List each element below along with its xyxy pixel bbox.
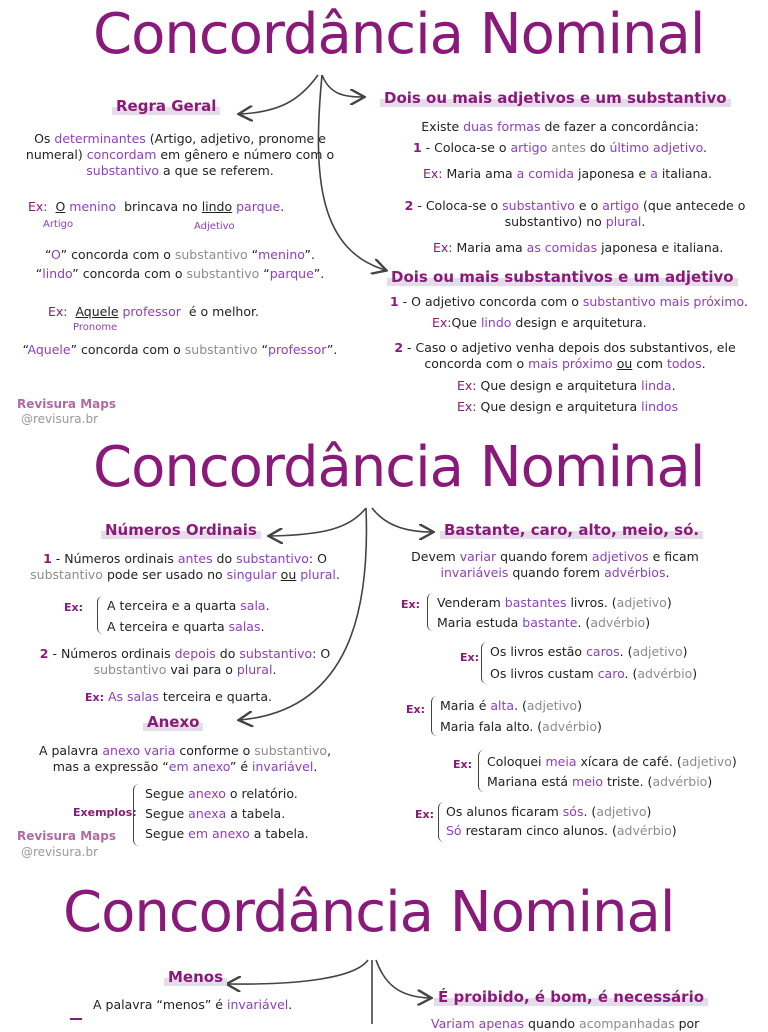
heading-numeros-ordinais: Números Ordinais — [101, 521, 261, 539]
arrow-to-ordinais — [270, 508, 366, 536]
brand-name-2: Revisura Maps — [17, 829, 116, 843]
so-example-line-2: Só restaram cinco alunos. (advérbio) — [446, 823, 677, 838]
ordinais-example-2: Ex: As salas terceira e quarta. — [85, 689, 272, 704]
brand-name-1: Revisura Maps — [17, 397, 116, 411]
brace — [481, 642, 488, 684]
anexo-examples-label: Exemplos: — [73, 806, 137, 819]
brace — [427, 593, 434, 631]
adjetivos-intro: Existe duas formas de fazer a concordância: — [421, 119, 699, 134]
arrow-to-proibido — [376, 960, 430, 998]
page-title-1: Concordância Nominal — [93, 2, 705, 67]
brace — [97, 596, 104, 634]
arrow-to-regra-geral — [240, 75, 318, 114]
meio-example-label: Ex: — [453, 758, 473, 771]
brace — [478, 750, 485, 792]
substantivos-rule-2: 2 - Caso o adjetivo venha depois dos substantivos, ele concorda com o mais próximo ou com todos. — [394, 340, 736, 371]
adjetivos-example-2: Ex: Maria ama as comidas japonesa e italiana. — [433, 240, 724, 255]
brace — [438, 802, 445, 842]
so-example-line-1: Os alunos ficaram sós. (adjetivo) — [446, 804, 652, 819]
label-pronome: Pronome — [73, 322, 118, 333]
heading-adjetivos-substantivo: Dois ou mais adjetivos e um substantivo — [380, 89, 731, 107]
ordinais-example-1-line-2: A terceira e quarta salas. — [107, 619, 265, 634]
heading-proibido: É proibido, é bom, é necessário — [434, 988, 708, 1006]
regra-geral-explanation-2: “lindo” concorda com o substantivo “parque”. — [35, 266, 325, 281]
brand-handle-1: @revisura.br — [21, 412, 98, 426]
brace — [431, 696, 438, 736]
bastante-example-line-2: Maria estuda bastante. (advérbio) — [437, 615, 651, 630]
menos-intro: A palavra “menos” é invariável. — [93, 997, 293, 1012]
bastante-example-label: Ex: — [401, 598, 421, 611]
ordinais-example-1-line-1: A terceira e a quarta sala. — [107, 598, 270, 613]
alto-example-label: Ex: — [406, 703, 426, 716]
regra-geral-example-1: Ex: O menino brincava no lindo parque. — [28, 199, 285, 214]
label-artigo: Artigo — [43, 219, 74, 230]
heading-regra-geral: Regra Geral — [112, 97, 220, 115]
label-adjetivo: Adjetivo — [194, 221, 235, 232]
regra-geral-explanation-1: “O” concorda com o substantivo “menino”. — [45, 247, 315, 262]
meio-example-line-1: Coloquei meia xícara de café. (adjetivo) — [487, 754, 737, 769]
heading-anexo: Anexo — [143, 713, 203, 731]
heading-menos: Menos — [164, 968, 227, 986]
arrow-to-adjetivos — [322, 75, 363, 97]
meio-example-line-2: Mariana está meio triste. (advérbio) — [487, 774, 713, 789]
anexo-example-line-1: Segue anexo o relatório. — [145, 786, 298, 801]
ordinais-rule-2: 2 - Números ordinais depois do substantivo: O substantivo vai para o plural. — [39, 646, 331, 677]
anexo-intro: A palavra anexo varia conforme o substantivo, mas a expressão “em anexo” é invariável. — [38, 743, 332, 774]
adjetivos-rule-2: 2 - Coloca-se o substantivo e o artigo (que antecede o substantivo) no plural. — [404, 198, 746, 229]
heading-substantivos-adjetivo: Dois ou mais substantivos e um adjetivo — [387, 268, 738, 286]
regra-geral-intro: Os determinantes (Artigo, adjetivo, pronome e numeral) concordam em gênero e número com o substantivo a que se referem. — [25, 131, 335, 178]
alto-example-line-1: Maria é alta. (adjetivo) — [440, 698, 582, 713]
brace — [133, 784, 140, 846]
bastante-example-line-1: Venderam bastantes livros. (adjetivo) — [437, 595, 672, 610]
arrow-to-menos — [228, 960, 368, 984]
alto-example-line-2: Maria fala alto. (advérbio) — [440, 719, 602, 734]
substantivos-example-1: Ex:Que lindo design e arquitetura. — [432, 315, 647, 330]
caro-example-label: Ex: — [460, 651, 480, 664]
adjetivos-rule-1: 1 - Coloca-se o artigo antes do último adjetivo. — [413, 140, 707, 155]
proibido-intro-partial: Variam apenas quando acompanhadas por — [431, 1016, 700, 1031]
anexo-example-line-2: Segue anexa a tabela. — [145, 806, 286, 821]
regra-geral-explanation-3: “Aquele” concorda com o substantivo “professor”. — [22, 342, 338, 357]
arrow-to-bastante — [372, 508, 432, 532]
caro-example-line-1: Os livros estão caros. (adjetivo) — [490, 644, 688, 659]
page-title-3: Concordância Nominal — [63, 880, 675, 945]
anexo-example-line-3: Segue em anexo a tabela. — [145, 826, 309, 841]
adjetivos-example-1: Ex: Maria ama a comida japonesa e a italiana. — [423, 166, 713, 181]
page-title-2: Concordância Nominal — [93, 435, 705, 500]
regra-geral-example-2: Ex: Aquele professor é o melhor. — [48, 304, 259, 319]
substantivos-example-2: Ex: Que design e arquitetura linda. — [457, 378, 676, 393]
brand-handle-2: @revisura.br — [21, 845, 98, 859]
ordinais-example-1-label: Ex: — [64, 601, 84, 614]
substantivos-rule-1: 1 - O adjetivo concorda com o substantivo mais próximo. — [390, 294, 748, 309]
substantivos-example-3: Ex: Que design e arquitetura lindos — [457, 399, 679, 414]
so-example-label: Ex: — [415, 808, 435, 821]
ordinais-rule-1: 1 - Números ordinais antes do substantivo: O substantivo pode ser usado no singular ou plural. — [30, 551, 340, 582]
bastante-intro: Devem variar quando forem adjetivos e ficam invariáveis quando forem advérbios. — [411, 549, 699, 580]
heading-bastante: Bastante, caro, alto, meio, só. — [440, 521, 703, 539]
caro-example-line-2: Os livros custam caro. (advérbio) — [490, 666, 698, 681]
partial-marker — [70, 1018, 82, 1020]
